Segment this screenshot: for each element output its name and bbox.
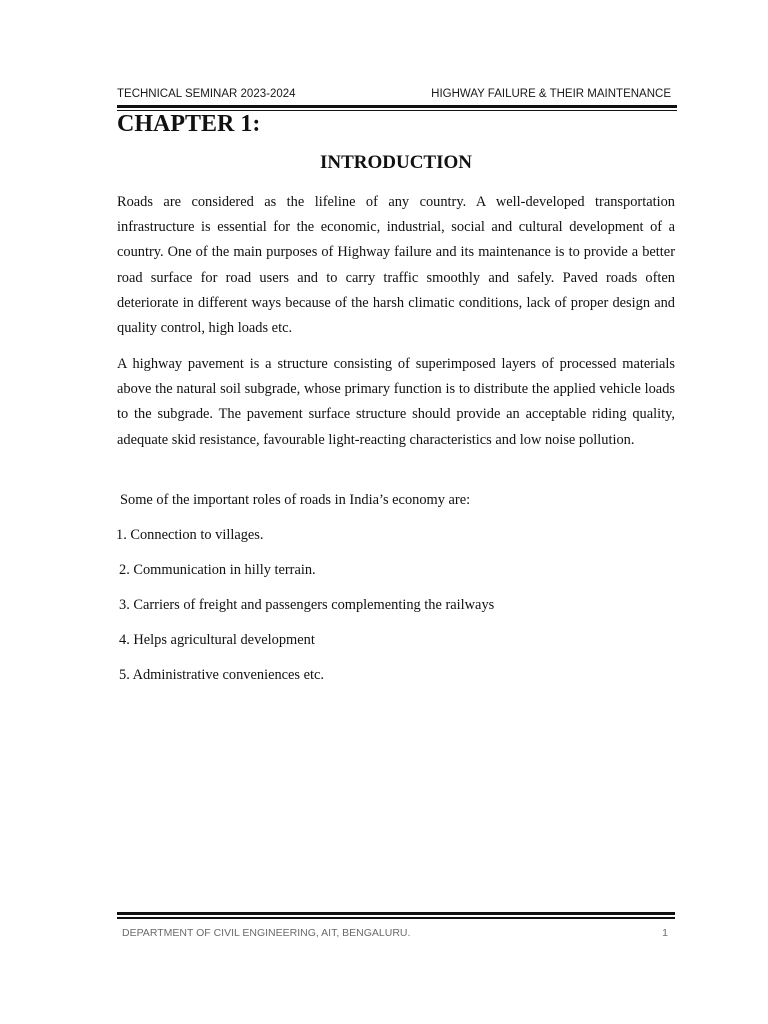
header-seminar-title: TECHNICAL SEMINAR 2023-2024 [117, 88, 296, 100]
paragraph-roads-lifeline: Roads are considered as the lifeline of any country. A well-developed transportation infrastructure is essential for the economic, industrial, social and cultural development of a country. One of the main purposes of Highway failure and its maintenance is to provide a better road surface for road users and to carry traffic smoothly and safely. Paved roads often deteriorate in different ways because of the harsh climatic conditions, lack of proper design and quality control, high loads etc. [117, 194, 675, 337]
footer-divider-thick [117, 912, 675, 915]
list-item: 3. Carriers of freight and passengers complementing the railways [119, 597, 495, 613]
footer-divider-thin [117, 917, 675, 919]
list-item: 1. Connection to villages. [116, 527, 264, 543]
list-item: 2. Communication in hilly terrain. [119, 562, 316, 578]
page-header [117, 88, 673, 104]
header-document-title: HIGHWAY FAILURE & THEIR MAINTENANCE [431, 88, 671, 100]
footer-department: DEPARTMENT OF CIVIL ENGINEERING, AIT, BENGALURU. [122, 927, 411, 939]
roles-intro: Some of the important roles of roads in India’s economy are: [120, 492, 471, 508]
page-footer [122, 927, 668, 943]
section-title: INTRODUCTION [319, 152, 473, 173]
chapter-label: CHAPTER 1: [117, 111, 261, 137]
list-item: 5. Administrative conveniences etc. [119, 667, 325, 683]
page-number: 1 [662, 927, 668, 939]
header-divider-thick [117, 105, 677, 108]
list-item: 4. Helps agricultural development [119, 632, 315, 648]
paragraph-highway-pavement: A highway pavement is a structure consisting of superimposed layers of processed materials above the natural soil subgrade, whose primary function is to distribute the applied vehicle loads to the subgrade. The pavement surface structure should provide an acceptable riding quality, adequate skid resistance, favourable light-reacting characteristics and low noise pollution. [117, 356, 675, 448]
